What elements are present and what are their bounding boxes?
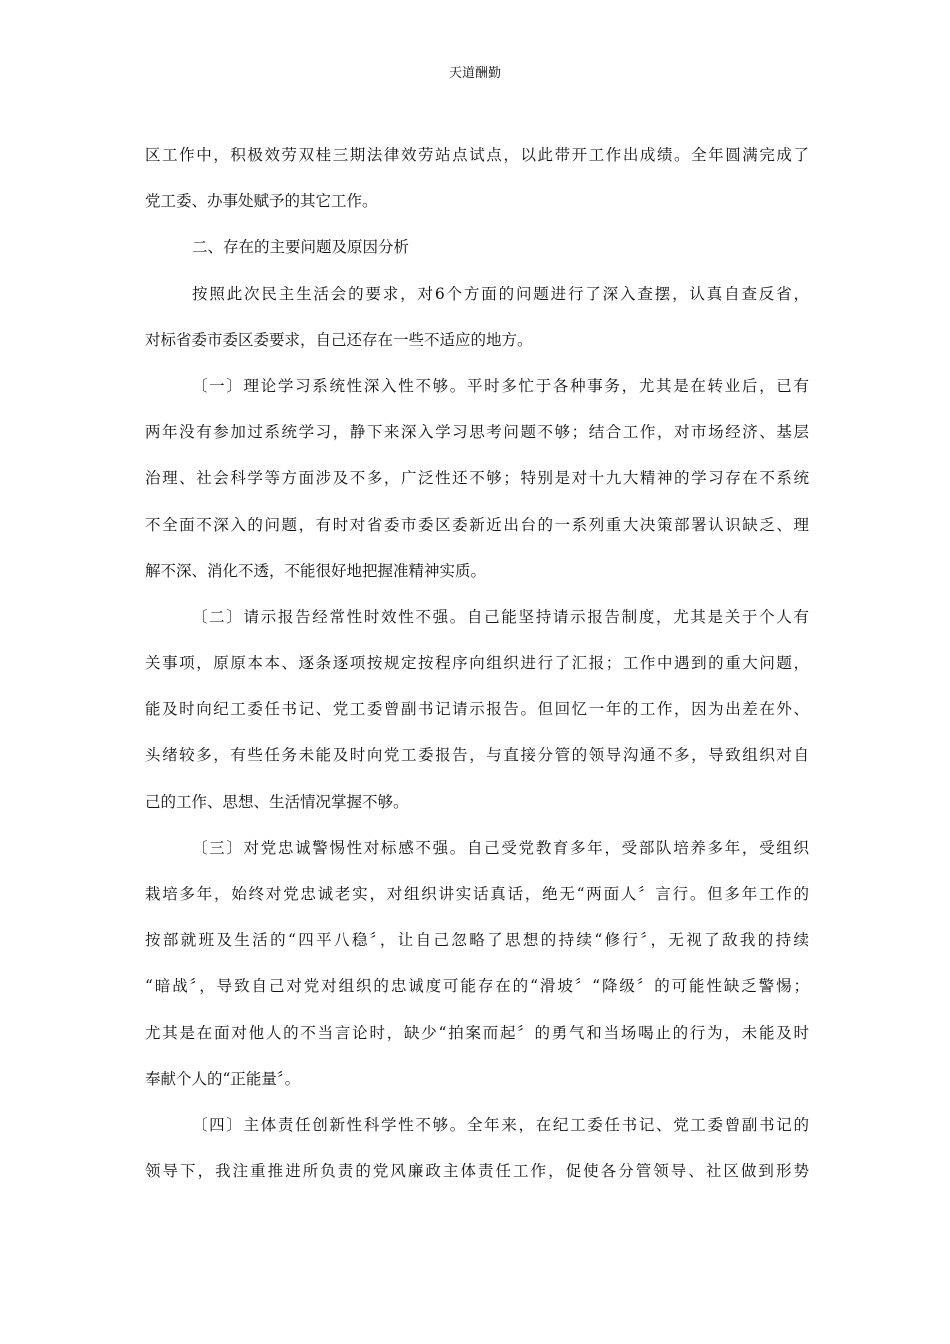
text-line: 头绪较多，有些任务未能及时向党工委报告，与直接分管的领导沟通不多，导致组织对自 <box>145 746 809 765</box>
text-line: 〔三〕对党忠诚警惕性对标感不强。自己受党教育多年，受部队培养多年，受组织 <box>192 838 809 857</box>
text-line: 区工作中，积极效劳双桂三期法律效劳站点试点，以此带开工作出成绩。全年圆满完成了 <box>145 146 809 164</box>
section-heading: 二、存在的主要问题及原因分析 <box>192 238 410 257</box>
text-line: 栽培多年，始终对党忠诚老实，对组织讲实话真话，绝无“两面人〞言行。但多年工作的 <box>145 885 809 903</box>
page-header: 天道酬勤 <box>448 66 501 81</box>
text-line: 党工委、办事处赋予的其它工作。 <box>145 192 378 211</box>
text-line: 能及时向纪工委任书记、党工委曾副书记请示报告。但回忆一年的工作，因为出差在外、 <box>145 700 809 719</box>
text-line: 对标省委市委区委要求，自己还存在一些不适应的地方。 <box>145 330 533 349</box>
text-line: 不全面不深入的问题，有时对省委市委区委新近出台的一系列重大决策部署认识缺乏、理 <box>145 515 809 534</box>
text-line: 解不深、消化不透，不能很好地把握准精神实质。 <box>145 561 487 580</box>
text-line: 尤其是在面对他人的不当言论时，缺少“拍案而起〞的勇气和当场喝止的行为，未能及时 <box>145 1023 809 1042</box>
text-line: 领导下，我注重推进所负责的党风廉政主体责任工作，促使各分管领导、社区做到形势 <box>145 1162 809 1181</box>
text-line: 奉献个人的“正能量〞。 <box>145 1069 301 1088</box>
text-line: 关事项，原原本本、逐条逐项按规定按程序向组织进行了汇报；工作中遇到的重大问题， <box>145 654 809 673</box>
text-line: “暗战〞，导致自己对党对组织的忠诚度可能存在的“滑坡〞“降级〞的可能性缺乏警惕； <box>145 977 809 996</box>
text-line: 按照此次民主生活会的要求，对6个方面的问题进行了深入查摆，认真自查反省， <box>192 284 809 303</box>
text-line: 治理、社会科学等方面涉及不多，广泛性还不够；特别是对十九大精神的学习存在不系统 <box>145 469 809 488</box>
text-line: 〔四〕主体责任创新性科学性不够。全年来，在纪工委任书记、党工委曾副书记的 <box>192 1115 809 1134</box>
text-line: 〔一〕理论学习系统性深入性不够。平时多忙于各种事务，尤其是在转业后，已有 <box>192 376 809 395</box>
text-line: 两年没有参加过系统学习，静下来深入学习思考问题不够；结合工作，对市场经济、基层 <box>145 423 809 442</box>
text-line: 己的工作、思想、生活情况掌握不够。 <box>145 792 409 811</box>
text-line: 按部就班及生活的“四平八稳〞，让自己忽略了思想的持续“修行〞，无视了敌我的持续 <box>145 931 809 950</box>
text-line: 〔二〕请示报告经常性时效性不强。自己能坚持请示报告制度，尤其是关于个人有 <box>192 607 809 626</box>
document-body <box>145 138 809 1200</box>
